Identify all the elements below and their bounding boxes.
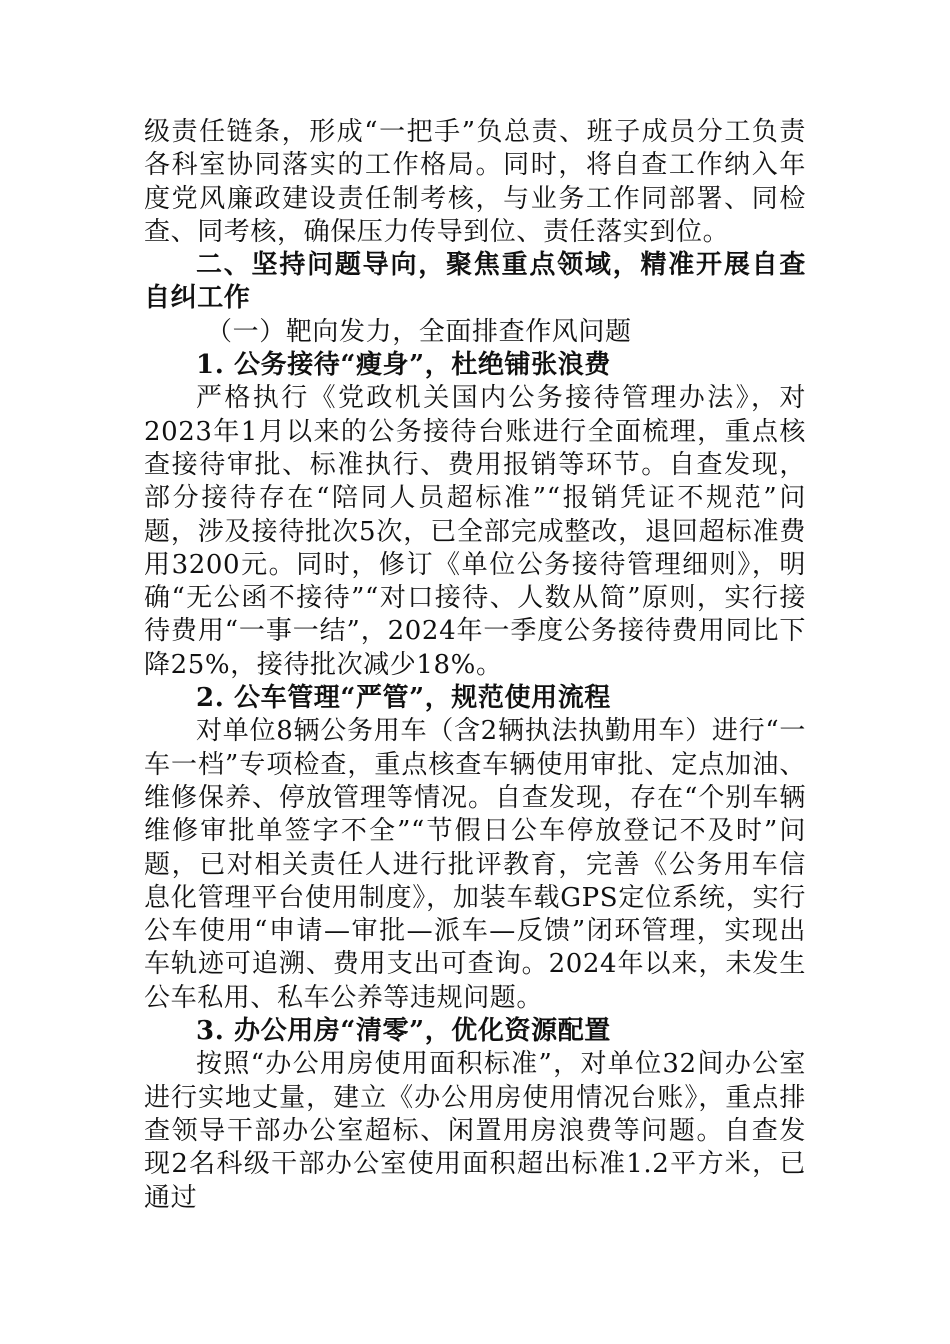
reception-paragraph: 严格执行《党政机关国内公务接待管理办法》，对2023年1月以来的公务接待台账进行全面梳理，重点核查接待审批、标准执行、费用报销等环节。自查发现，部分接待存在“陪同人员超标准”“报销凭证不规范”问题，涉及接待批次5次，已全部完成整改，退回超标准费用3200元。同时，修订《单位公务接待管理细则》，明确“无公函不接待”“对口接待、人数从简”原则，实行接待费用“一事一结”，2024年一季度公务接待费用同比下降25%，接待批次减少18%。 xyxy=(144,383,806,680)
document-body xyxy=(144,116,806,1215)
item-heading-3: 3. 办公用房“清零”，优化资源配置 xyxy=(196,1016,611,1047)
section-heading-2: 二、坚持问题导向，聚焦重点领域，精准开展自查自纠工作 xyxy=(144,250,806,314)
subsection-heading-1: （一）靶向发力，全面排查作风问题 xyxy=(206,316,632,347)
vehicle-paragraph: 对单位8辆公务用车（含2辆执法执勤用车）进行“一车一档”专项检查，重点核查车辆使用审批、定点加油、维修保养、停放管理等情况。自查发现，存在“个别车辆维修审批单签字不全”“节假日公车停放登记不及时”问题，已对相关责任人进行批评教育，完善《公务用车信息化管理平台使用制度》，加装车载GPS定位系统，实行公车使用“申请—审批—派车—反馈”闭环管理，实现出车轨迹可追溯、费用支出可查询。2024年以来，未发生公车私用、私车公养等违规问题。 xyxy=(144,716,806,1013)
continuation-paragraph: 级责任链条，形成“一把手”负总责、班子成员分工负责各科室协同落实的工作格局。同时，将自查工作纳入年度党风廉政建设责任制考核，与业务工作同部署、同检查、同考核，确保压力传导到位、责任落实到位。 xyxy=(144,117,806,247)
item-heading-1: 1. 公务接待“瘦身”，杜绝铺张浪费 xyxy=(196,350,611,381)
item-heading-2: 2. 公车管理“严管”，规范使用流程 xyxy=(196,683,611,714)
office-space-paragraph: 按照“办公用房使用面积标准”，对单位32间办公室进行实地丈量，建立《办公用房使用情况台账》，重点排查领导干部办公室超标、闲置用房浪费等问题。自查发现2名科级干部办公室使用面积超出标准1.2平方米，已通过 xyxy=(144,1049,806,1213)
